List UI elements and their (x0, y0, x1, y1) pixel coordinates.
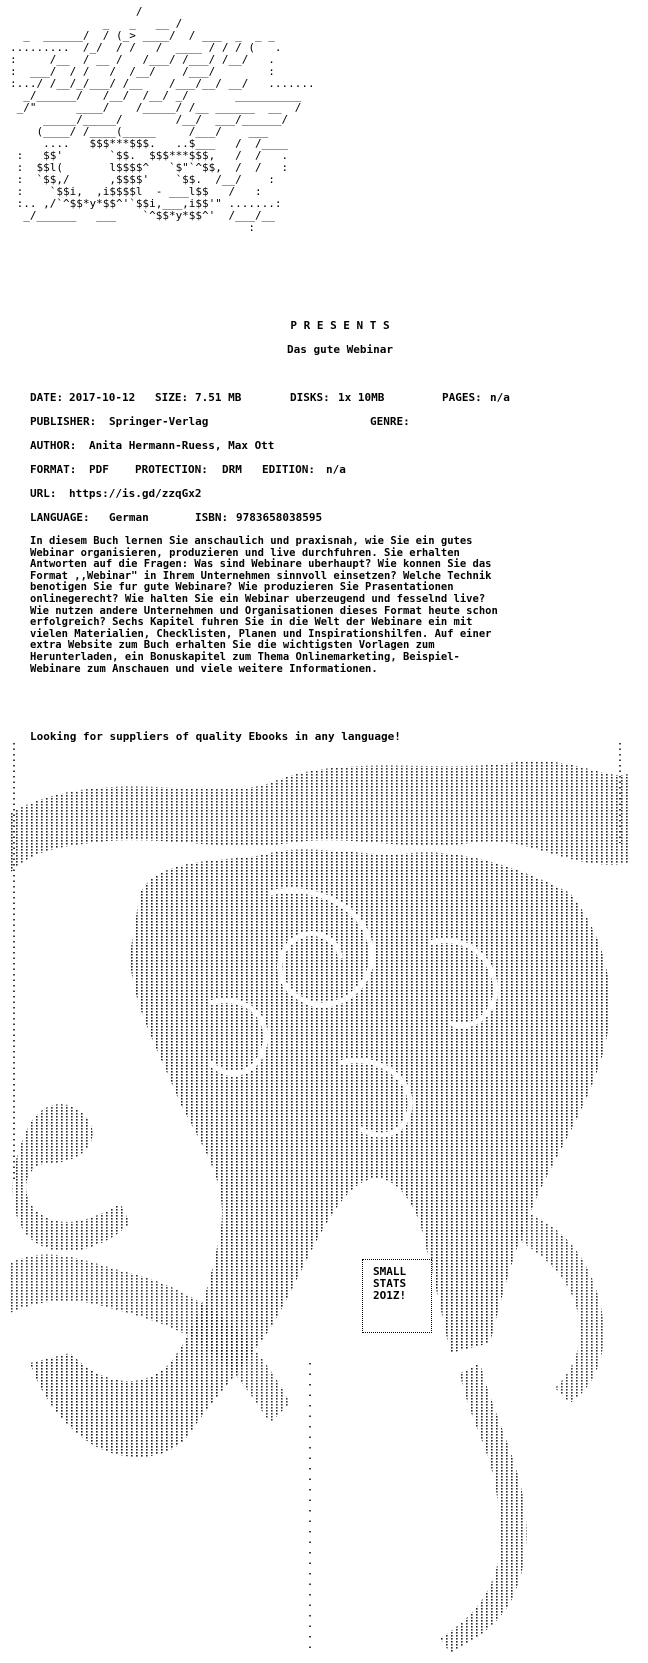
presents-text: P R E S E N T S (290, 319, 390, 332)
pages-value: n/a (490, 391, 510, 404)
ascii-octopus-art (10, 743, 640, 1663)
pages-label: PAGES: (442, 391, 482, 404)
info-row-language (10, 512, 640, 536)
stats-box-line-1: SMALL (373, 1265, 407, 1279)
nfo-document (10, 6, 640, 1663)
size-value: 7.51 MB (195, 391, 242, 404)
release-title: Das gute Webinar (287, 343, 393, 356)
disks-value: 1x 10MB (338, 391, 385, 404)
info-row-date (10, 392, 640, 416)
author-value: Anita Hermann-Ruess, Max Ott (89, 439, 275, 452)
info-row-author (10, 440, 640, 464)
size-label: SIZE: (155, 391, 189, 404)
publisher-label: PUBLISHER: (30, 415, 97, 428)
author-label: AUTHOR: (30, 439, 77, 452)
isbn-value: 9783658038595 (236, 511, 323, 524)
ascii-logo-icon: / _ _ __ / _ ______/ / (_> ____/ / ___ _ _ _ ......... /_/ / / / ____ / / / ( . : /__ / __ / /___/ /___/ /__/ . : ___/ / / / /__/ /___/ : :.../ /__/_/___/ /__ /___/__/ __/ ....... _/______/ /__/ /__/ _/ __________ _/" ____/ /_____/ /__ ______ __ / _____/_____/ /__/ ___/______/ (____/ /____(_____ /___/ ___ .... $$$***$$$. ..$___ / /____ : $$' `$$. $$$***$$$, / / . : $$l( l$$$$^ `$"`^$$, / / : : `$$,/ ,$$$$' `$$. /__/ : : `$$i, ,i$$$$l - ___l$$ / : :.. ,/`^$$*y*$$^'`$$i,___,i$$'" .......: _/______ ___ `^$$*y*$$^' /___/__ : (10, 6, 315, 234)
info-row-publisher (10, 416, 640, 440)
isbn-label: ISBN: (195, 511, 229, 524)
format-value: PDF (89, 463, 109, 476)
protection-value: DRM (222, 463, 242, 476)
date-label: DATE: (30, 391, 64, 404)
disks-label: DISKS: (290, 391, 330, 404)
language-label: LANGUAGE: (30, 511, 90, 524)
url-label: URL: (30, 487, 57, 500)
language-value: German (109, 511, 149, 524)
ascii-octopus-icon (10, 743, 640, 1663)
stats-box-line-3: 2O1Z! (373, 1289, 407, 1303)
book-description: In diesem Buch lernen Sie anschaulich und praxisnah, wie Sie ein gutes Webinar organisieren, produzieren und live durchfuhren. Sie erhalten Antworten auf die Fragen: Was sind Webinare uberhaupt? Wie konnen Sie das Format ,,Webinar" in Ihrem Unternehmen sinnvoll einsetzen? Welche Technik benotigen Sie fur gute Webinare? Wie produzieren Sie Prasentationen onlinegerecht? Wie halten Sie ein Webinar uberzeugend und fesselnd live? Wie nutzen andere Unternehmen und Organisationen dieses Format heute schon erfolgreich? Sechs Kapitel fuhren Sie in die Welt der Webinare ein mit vielen Materialien, Checklisten, Planen und Inspirationshilfen. Auf einer extra Website zum Buch erhalten Sie die wichtigsten Vorlagen zum Herunterladen, ein Bonuskapitel zum Thema Onlinemarketing, Beispiel- Webinare zum Anschauen und viele weitere Informationen. (30, 535, 498, 675)
info-row-format (10, 464, 640, 488)
suppliers-notice: Looking for suppliers of quality Ebooks in any language! (30, 730, 401, 744)
stats-box (362, 1259, 432, 1333)
edition-value: n/a (326, 463, 346, 476)
info-row-url (10, 488, 640, 512)
publisher-value: Springer-Verlag (109, 415, 209, 428)
edition-label: EDITION: (262, 463, 315, 476)
format-label: FORMAT: (30, 463, 77, 476)
protection-label: PROTECTION: (135, 463, 208, 476)
date-value: 2017-10-12 (69, 391, 136, 404)
url-link[interactable]: https://is.gd/zzqGx2 (69, 487, 202, 500)
genre-label: GENRE: (370, 415, 410, 428)
stats-box-line-2: STATS (373, 1277, 407, 1291)
